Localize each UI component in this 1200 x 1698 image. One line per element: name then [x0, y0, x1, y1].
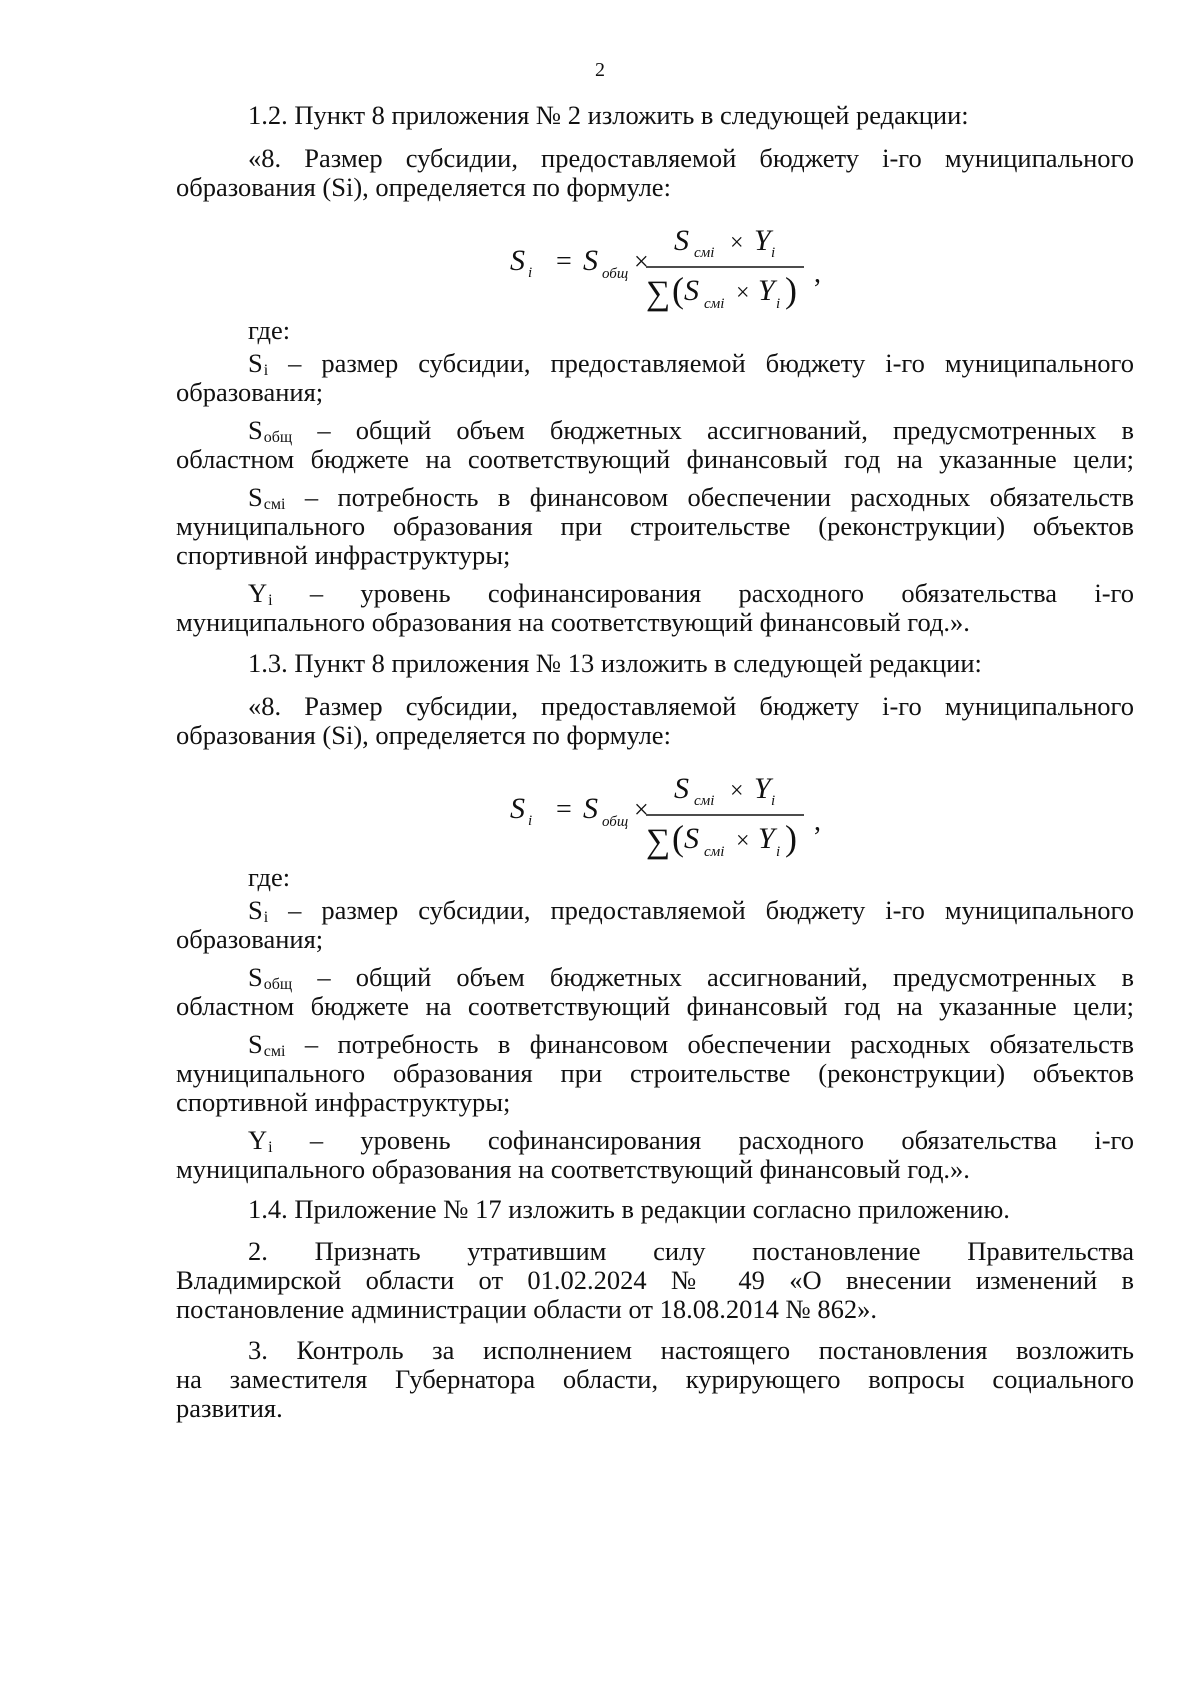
denominator-s-sub: смi — [704, 844, 725, 860]
formula-equals: = — [556, 794, 572, 825]
paragraph-line: Владимирской области от 01.02.2024 № 49 «О внесении изменений в — [176, 1265, 1134, 1295]
formula-total: S — [583, 244, 598, 277]
denominator-s-sub: смi — [704, 296, 725, 312]
paragraph-line: спортивной инфраструктуры; — [176, 540, 511, 570]
paragraph-line: «8. Размер субсидии, предоставляемой бюджету i-го муниципального — [248, 691, 1134, 721]
numerator-s-sub: смi — [694, 245, 715, 261]
formula-lhs-sub: i — [528, 265, 533, 281]
formula-lhs: S — [510, 792, 525, 825]
numerator-times: × — [730, 230, 744, 256]
definition-si: Si – размер субсидии, предоставляемой бюджету i-го муниципального — [248, 348, 1134, 379]
where-label: где: — [248, 315, 291, 345]
denominator-s: S — [684, 822, 699, 855]
formula-lhs-sub: i — [528, 813, 533, 829]
paragraph-line: постановление администрации области от 18.08.2014 № 862». — [176, 1294, 877, 1324]
paragraph-line: на заместителя Губернатора области, курирующего вопросы социального — [176, 1364, 1134, 1394]
paragraph-line: образования (Si), определяется по формуле: — [176, 172, 671, 202]
numerator-s-sub: смi — [694, 793, 715, 809]
definition-yi: Yi – уровень софинансирования расходного обязательства i-го — [248, 1125, 1134, 1156]
clause-1-3: 1.3. Пункт 8 приложения № 13 изложить в следующей редакции: — [248, 648, 982, 678]
formula-lhs: S — [510, 244, 525, 277]
definition-ssmi: Sсмi – потребность в финансовом обеспечении расходных обязательств — [248, 1029, 1134, 1060]
denominator-y: Y — [758, 822, 775, 855]
paragraph-line: образования; — [176, 924, 324, 954]
definition-sobsch: Sобщ – общий объем бюджетных ассигнований, предусмотренных в — [248, 415, 1134, 446]
paragraph-line: областном бюджете на соответствующий финансовый год на указанные цели; — [176, 991, 1134, 1021]
formula-times: × — [634, 795, 649, 824]
formula-total-sub: общ — [602, 814, 629, 830]
definition-sobsch: Sобщ – общий объем бюджетных ассигнований, предусмотренных в — [248, 962, 1134, 993]
numerator-y: Y — [754, 224, 771, 257]
subsidy-formula — [508, 770, 838, 862]
formula-total: S — [583, 792, 598, 825]
where-label: где: — [248, 862, 291, 892]
paragraph-line: муниципального образования при строительстве (реконструкции) объектов — [176, 511, 1134, 541]
numerator-y: Y — [754, 772, 771, 805]
definition-si: Si – размер субсидии, предоставляемой бюджету i-го муниципального — [248, 895, 1134, 926]
numerator-y-sub: i — [771, 793, 776, 809]
right-paren: ) — [785, 818, 797, 858]
paragraph-line: образования; — [176, 377, 324, 407]
denominator-y-sub: i — [776, 296, 781, 312]
page-number: 2 — [595, 59, 605, 81]
denominator-y: Y — [758, 274, 775, 307]
right-paren: ) — [785, 270, 797, 310]
definition-yi: Yi – уровень софинансирования расходного обязательства i-го — [248, 578, 1134, 609]
clause-1-4: 1.4. Приложение № 17 изложить в редакции согласно приложению. — [248, 1194, 1010, 1224]
formula-equals: = — [556, 246, 572, 277]
denominator-s: S — [684, 274, 699, 307]
sum-symbol: ∑ — [646, 275, 671, 312]
formula-comma: , — [814, 258, 821, 289]
paragraph-line: «8. Размер субсидии, предоставляемой бюджету i-го муниципального — [248, 143, 1134, 173]
paragraph-line: областном бюджете на соответствующий финансовый год на указанные цели; — [176, 444, 1134, 474]
numerator-s: S — [674, 224, 689, 257]
left-paren: ( — [672, 270, 684, 310]
definition-ssmi: Sсмi – потребность в финансовом обеспечении расходных обязательств — [248, 482, 1134, 513]
formula-times: × — [634, 247, 649, 276]
formula-total-sub: общ — [602, 266, 629, 282]
subsidy-formula — [508, 222, 838, 314]
denominator-times: × — [736, 828, 750, 854]
numerator-times: × — [730, 778, 744, 804]
paragraph-line: спортивной инфраструктуры; — [176, 1087, 511, 1117]
paragraph-line: муниципального образования на соответствующий финансовый год.». — [176, 1154, 970, 1184]
paragraph-line: развития. — [176, 1393, 283, 1423]
paragraph-line: образования (Si), определяется по формуле: — [176, 720, 671, 750]
clause-3: 3. Контроль за исполнением настоящего постановления возложить — [248, 1335, 1134, 1365]
paragraph-line: муниципального образования на соответствующий финансовый год.». — [176, 607, 970, 637]
denominator-times: × — [736, 280, 750, 306]
clause-1-2: 1.2. Пункт 8 приложения № 2 изложить в следующей редакции: — [248, 100, 969, 130]
sum-symbol: ∑ — [646, 823, 671, 860]
clause-2: 2. Признать утратившим силу постановление Правительства — [248, 1236, 1134, 1266]
denominator-y-sub: i — [776, 844, 781, 860]
formula-comma: , — [814, 806, 821, 837]
numerator-y-sub: i — [771, 245, 776, 261]
left-paren: ( — [672, 818, 684, 858]
numerator-s: S — [674, 772, 689, 805]
paragraph-line: муниципального образования при строительстве (реконструкции) объектов — [176, 1058, 1134, 1088]
